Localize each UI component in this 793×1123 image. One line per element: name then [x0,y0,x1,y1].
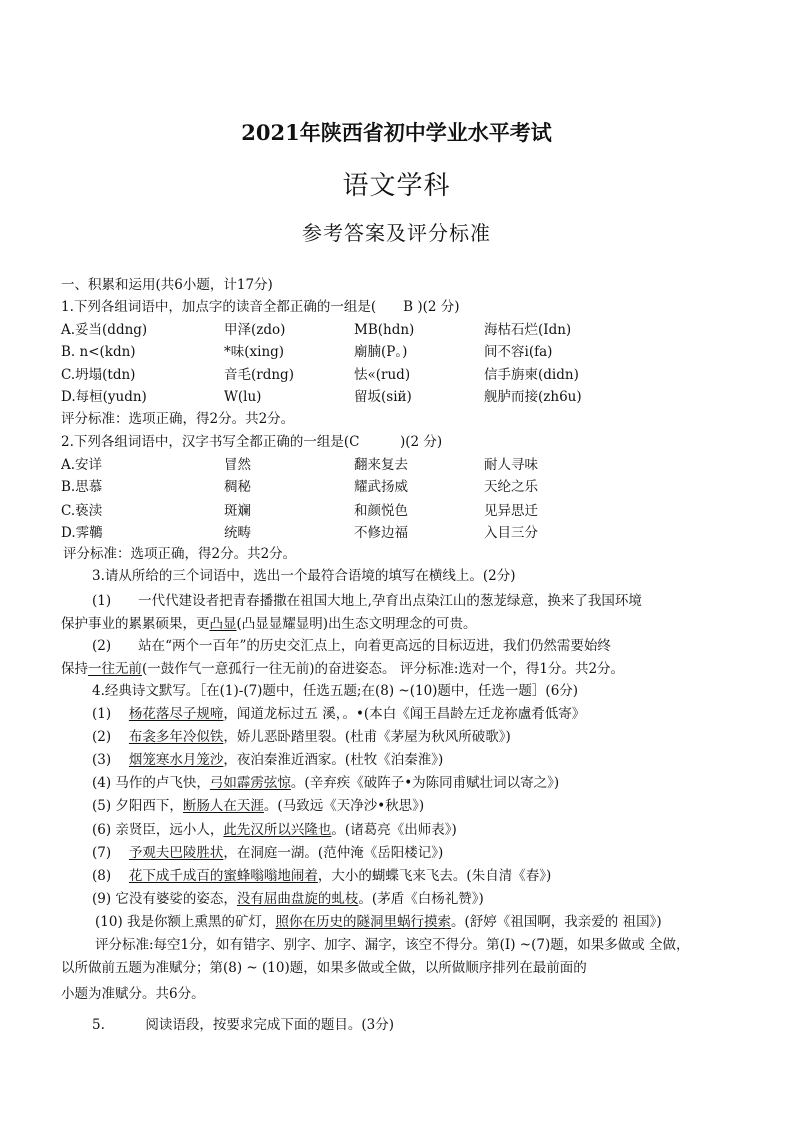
q4-answer: 布衾多年冷似铁 [128,729,224,745]
q4-answer: 烟笼寒水月笼沙 [128,752,224,768]
q4-answer: 弓如霹雳弦惊 [209,775,291,791]
q2-option-cell: 入目三分 [484,525,538,541]
q4-item: (9) 它没有婆娑的姿态，没有屈曲盘旋的虬枝。(茅盾《白杨礼赞》) [92,891,484,907]
q4-answer: 没有屈曲盘旋的虬枝 [236,891,359,907]
q1-scoring: 评分标准：选项正确，得2分。共2分。 [61,411,295,427]
q4-answer: 照你在历史的隧洞里蜗行摸索 [275,914,452,930]
q2-option-cell: 不修边福 [354,525,408,541]
q2-stem: 2.下列各组词语中，汉字书写全都正确的一组是(C )(2 分) [61,434,443,450]
q4-scoring-line3: 小题为准赋分。共6分。 [61,986,205,1002]
q1-option-cell: *味(xing) [224,344,285,360]
q1-option-cell: 怯«(rud) [354,367,411,383]
exam-title: 2021年陕西省初中学业水平考试 [241,120,552,145]
q3-part1-line2: 保护事业的累累硕果，更凸显(凸显显耀显明)出生态文明理念的可贵。 [61,616,477,632]
q2-option-cell: 耐人寻味 [484,457,538,473]
q1-option-cell: W(lu) [224,389,262,405]
q1-option-cell: MB(hdn) [354,322,415,338]
q3-part2-line2: 保持一往无前(一鼓作气一意孤行一往无前)的奋进姿态。 评分标准:选对一个，得1分。共2分。 [61,661,625,677]
q2-option-c: C.亵渎 [61,503,103,519]
q4-item: (5) 夕阳西下，断肠人在天涯。(马致远《天净沙•秋思》) [92,798,425,814]
q4-stem: 4.经典诗文默写。［在(1)-(7)题中，任选五题;在(8) ~(10)题中，任选一题］(6分) [92,683,579,699]
q4-item: (4) 马作的卢飞快，弓如霹雳弦惊。(辛弃疾《破阵子•为陈同甫赋壮词以寄之》) [92,775,560,791]
q4-item: (2) 布衾多年冷似铁，娇儿恶卧踏里裂。(杜甫《茅屋为秋风所破歌》) [92,729,511,745]
q4-item: (1) 杨花落尽子规啼，闻道龙标过五 溪，。•(本白《闻王昌龄左迁龙祢盧肴低寄》 [92,706,586,722]
q1-option-cell: 间不容i(fa) [484,344,553,360]
q1-option-cell: 留坂(siй) [354,389,412,405]
q1-option-a: A.妥当(ddng) [61,322,148,338]
q4-item: (7) 予观夫巴陵胜状，在洞庭一湖。(范仲淹《岳阳楼记》) [92,845,444,861]
q2-option-a: A.安详 [61,457,103,473]
q1-option-d: D.每桓(yudn) [61,389,147,405]
q1-option-cell: 信手旃柬(didn) [484,367,579,383]
q3-part2-line1: (2) 站在“两个一百年”的历史交汇点上，向着更高远的目标迈进，我们仍然需要始终 [92,638,611,654]
q5-stem: 5. 阅读语段，按要求完成下面的题目。(3分) [92,1017,395,1033]
q1-option-cell: 廟腩(P。) [354,344,408,360]
q2-option-d: D.霁韀 [61,525,103,541]
q4-scoring-line1: 评分标准:每空1分，如有错字、别字、加字、漏字，该空不得分。第(I) ~(7)题，如果多做或 全做， [95,937,690,953]
q3-answer-1: 凸显 [209,616,237,632]
q4-answer: 此先汉所以兴隆也 [223,822,332,838]
q1-option-cell: 音毛(rdng) [224,367,294,383]
q2-option-cell: 翻来复去 [354,457,408,473]
section-heading: 一、积累和运用(共6小题，计17分) [61,277,273,293]
answer-key-subtitle: 参考答案及评分标准 [302,221,491,245]
q1-option-cell: 甲泽(zdo) [224,322,286,338]
q3-answer-2: 一往无前 [88,661,142,677]
q2-option-cell: 和颜悦色 [354,503,408,519]
q4-answer: 杨花落尽子规啼 [128,706,224,722]
q4-answer: 花下成千成百的蜜蜂嗡嗡地闹着 [128,868,318,884]
subject-title: 语文学科 [342,171,451,201]
q2-option-cell: 稠秘 [224,479,251,495]
q4-item: (10) 我是你额上熏黑的矿灯，照你在历史的隧洞里蜗行摸索。(舒婷《祖国啊，我亲爱的 祖国》) [95,914,662,930]
q2-option-cell: 天纶之乐 [484,479,538,495]
q2-option-cell: 耀武扬威 [354,479,408,495]
q4-item: (8) 花下成千成百的蜜蜂嗡嗡地闹着，大小的蝴蝶飞来飞去。(朱自清《春》) [92,868,552,884]
q1-option-cell: 海枯石烂(Idn) [484,322,572,338]
q1-option-c: C.坍塌(tdn) [61,367,136,383]
q2-scoring: 评分标准：选项正确，得2分。共2分。 [63,546,297,562]
q3-part1-line1: (1) 一代代建设者把青春播撒在祖国大地上,孕育出点染江山的葱茏绿意，换来了我国环境 [92,593,642,609]
q3-stem: 3.请从所给的三个词语中，选出一个最符合语境的填写在横线上。(2分) [92,568,516,584]
q2-option-cell: 冒然 [224,457,251,473]
q4-item: (3) 烟笼寒水月笼沙，夜泊秦淮近酒家。(杜牧《泊秦淮》) [92,752,444,768]
q4-item: (6) 亲贤臣，远小人，此先汉所以兴隆也。(诸葛亮《出师表》) [92,822,457,838]
q2-option-b: B.思慕 [61,479,103,495]
q1-stem: 1.下列各组词语中，加点字的读音全都正确的一组是( B )(2 分) [61,299,460,315]
q2-option-cell: 斑斓 [224,503,251,519]
q2-option-cell: 见异思迁 [484,503,538,519]
q1-option-b: B. n<(kdn) [61,344,136,360]
q4-answer: 断肠人在天涯 [182,798,264,814]
q1-option-cell: 舰胪而接(zh6u) [484,389,582,405]
q2-option-cell: 统畴 [224,525,251,541]
q4-answer: 予观夫巴陵胜状 [128,845,224,861]
q4-scoring-line2: 以所做前五题为准赋分；第(8) ~ (10)题，如果多做或全做，以所做顺序排列在最前面的 [61,960,587,976]
